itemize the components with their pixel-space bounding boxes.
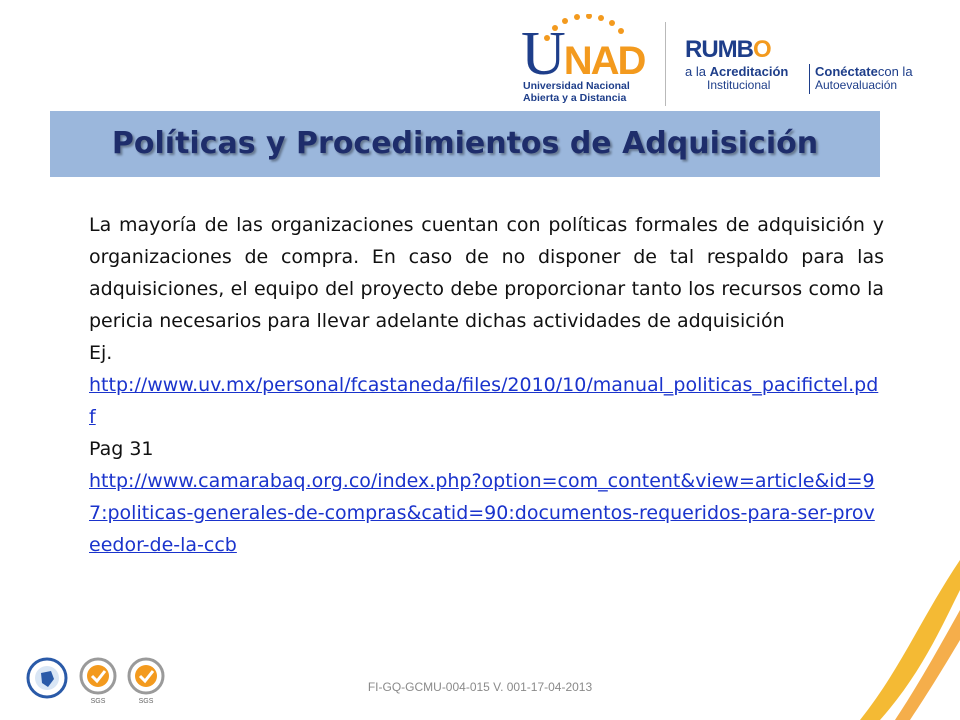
conectate-line1: Conéctatecon la: [815, 64, 913, 79]
rumbo-line2: Institucional: [707, 78, 771, 92]
header-divider: [665, 22, 666, 106]
rumbo-separator: [809, 64, 810, 94]
unad-name-line2: Abierta y a Distancia: [523, 92, 627, 104]
conectate-line2: Autoevaluación: [815, 78, 898, 92]
page-note: Pag 31: [89, 438, 154, 460]
slide-body: [89, 209, 884, 561]
header-logos: [505, 14, 935, 110]
rumbo-line1: a la Acreditación: [685, 64, 789, 79]
sgs-label-2: SGS: [138, 698, 154, 705]
page-title: Políticas y Procedimientos de Adquisición: [111, 126, 819, 161]
rumbo-title: RUMBO: [685, 36, 771, 63]
intro-paragraph: La mayoría de las organizaciones cuentan con políticas formales de adquisición y organizaciones de compra. En caso de no disponer de tal respaldo para las adquisiciones, el equipo del proyecto debe proporcionar tanto los recursos como la pericia necesarios para llevar adelante dichas actividades de adquisición: [89, 214, 884, 332]
rumbo-logo: [685, 36, 935, 106]
corner-swoosh-icon: [840, 560, 960, 720]
unad-fullname: [523, 80, 630, 104]
unad-logo: [515, 14, 655, 110]
example-label: Ej.: [89, 342, 113, 364]
link-manual-politicas[interactable]: http://www.uv.mx/personal/fcastaneda/files/2010/10/manual_politicas_pacifictel.pdf: [89, 374, 879, 428]
link-camarabaq[interactable]: http://www.camarabaq.org.co/index.php?option=com_content&view=article&id=97:politicas-generales-de-compras&catid=90:documentos-requeridos-para-ser-proveedor-de-la-ccb: [89, 470, 875, 556]
document-code: FI-GQ-GCMU-004-015 V. 001-17-04-2013: [367, 680, 593, 694]
unad-wordmark: UNAD: [521, 20, 645, 88]
sgs-label-1: SGS: [90, 698, 106, 705]
unad-name-line1: Universidad Nacional: [523, 80, 630, 92]
title-bar: [50, 111, 880, 177]
